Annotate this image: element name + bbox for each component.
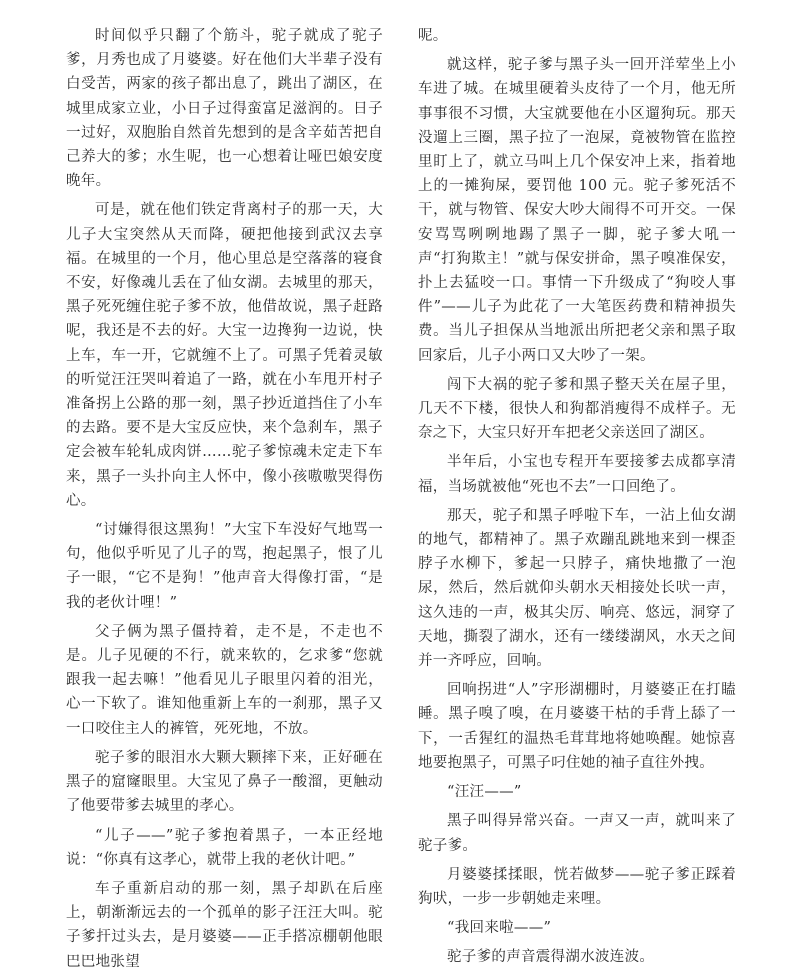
paragraph: “我回来啦——” [447, 920, 552, 937]
paragraph-continuation: 呢。 [418, 28, 448, 44]
paragraph: 半年后，小宝也专程开车要接爹去成都享清福，当场就被他“死也不去”一口回绝了。 [418, 454, 736, 495]
right-text-column [418, 24, 736, 975]
paragraph: 时间似乎只翻了个筋斗，驼子就成了驼子爹，月秀也成了月婆婆。好在他们大半辈子没有白受苦，两家的孩子都出息了，跳出了湖区，在城里成家立业，小日子过得蛮富足滋润的。日子一过好，双胞胎自然首先想到的是含辛茹苦把自己养大的爹；水生呢，也一心想着让哑巴娘安度晚年。 [66, 28, 383, 190]
paragraph: 月婆婆揉揉眼，恍若做梦——驼子爹正踩着狗吠，一步一步朝她走来哩。 [418, 866, 736, 907]
paragraph: “儿子——”驼子爹抱着黑子，一本正经地说：“你真有这孝心，就带上我的老伙计吧。” [66, 827, 383, 868]
paragraph: 驼子爹的眼泪水大颗大颗摔下来，正好砸在黑子的窟窿眼里。大宝见了鼻子一酸溜，更触动了他要带爹去城里的孝心。 [66, 749, 383, 815]
paragraph: 车子重新启动的那一刻，黑子却趴在后座上，朝渐渐远去的一个孤单的影子汪汪大叫。驼子爹扞过头去，是月婆婆——正手搭凉棚朝他眼巴巴地张望 [66, 880, 383, 970]
paragraph: 就这样，驼子爹与黑子头一回开洋荤坐上小车进了城。在城里硬着头皮待了一个月，他无所事事很不习惯，大宝就要他在小区遛狗玩。那天没遛上三圈，黑子拉了一泡屎，竟被物管在监控里盯上了，就立马叫上几个保安冲上来，指着地上的一摊狗屎，要罚他 100 元。驼子爹死活不干，就与物管、保安大吵大闹得不可开交。一保安骂骂咧咧地踢了黑子一脚，驼子爹大吼一声“打狗欺主！”就与保安拼命，黑子嗅准保安，扑上去猛咬一口。事情一下升级成了“狗咬人事件”——儿子为此花了一大笔医药费和精神损失费。当儿子担保从当地派出所把老父亲和黑子取回家后，儿子小两口又大吵了一架。 [418, 57, 736, 364]
paragraph: 黑子叫得异常兴奋。一声又一声，就叫来了驼子爹。 [418, 813, 736, 854]
paragraph: “汪汪——” [447, 784, 522, 801]
paragraph: 闯下大祸的驼子爹和黑子整天关在屋子里，几天不下楼，很快人和狗都消瘦得不成样子。无奈之下，大宝只好开车把老父亲送回了湖区。 [418, 376, 736, 442]
paragraph: 驼子爹的声音震得湖水波连波。 [447, 949, 655, 966]
left-text-column [66, 24, 383, 979]
paragraph: 父子俩为黑子僵持着，走不是，不走也不是。儿子见硬的不行，就来软的，乞求爹“您就跟我一起去嘛！”他看见儿子眼里闪着的泪光，心一下软了。谁知他重新上车的一刹那，黑子又一口咬住主人的裤管，死死地，不放。 [66, 623, 383, 737]
paragraph: 可是，就在他们铁定背离村子的那一天，大儿子大宝突然从天而降，硬把他接到武汉去享福。在城里的一个月，他心里总是空落落的寝食不安，好像魂儿丢在了仙女湖。去城里的那天，黑子死死缠住驼子爹不放，他借故说，黑子赶路呢，我还是不去的好。大宝一边搀狗一边说，快上车，车一开，它就缠不上了。可黑子凭着灵敏的听觉汪汪哭叫着追了一路，就在小车甩开村子准备拐上公路的那一刻，黑子抄近道挡住了小车的去路。要不是大宝反应快，来个急刹车，黑子定会被车轮轧成肉饼……驼子爹惊魂未定走下车来，黑子一头扑向主人怀中，像小孩嗷嗷哭得伤心。 [66, 202, 383, 509]
paragraph: 那天，驼子和黑子呼啦下车，一沾上仙女湖的地气，都精神了。黑子欢蹦乱跳地来到一棵歪脖子水柳下，爹起一只脖子，痛快地撒了一泡尿，然后，然后就仰头朝水天相接处长吠一声，这久违的一声，极其尖厉、响亮、悠远，洞穿了天地，撕裂了湖水，还有一缕缕湖风，水天之间并一齐呼应，回响。 [418, 507, 736, 670]
paragraph: 回响拐进“人”字形湖棚时，月婆婆正在打瞌睡。黑子嗅了嗅，在月婆婆干枯的手背上舔了一下，一舌猩红的温热毛茸茸地将她唤醒。她惊喜地要抱黑子，可黑子叼住她的袖子直往外拽。 [418, 682, 736, 771]
paragraph: “讨嫌得很这黑狗！”大宝下车没好气地骂一句，他似乎听见了儿子的骂，抱起黑子，恨了儿子一眼，“它不是狗！”他声音大得像打雷，“是我的老伙计哩！” [66, 522, 383, 611]
